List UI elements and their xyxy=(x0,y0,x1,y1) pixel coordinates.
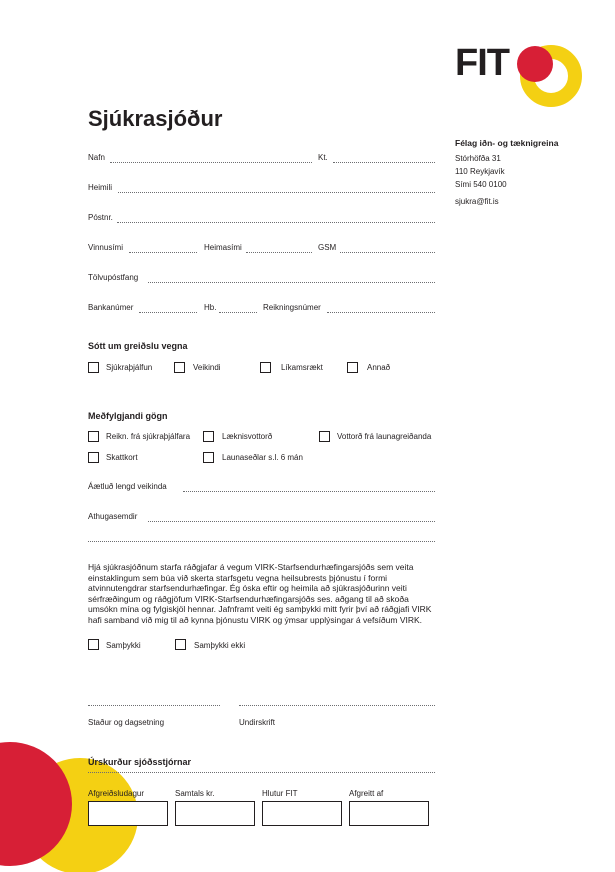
box-afgreitt-af[interactable] xyxy=(349,801,429,826)
checkbox-sampykki-ekki[interactable] xyxy=(175,639,186,650)
fit-logo xyxy=(455,40,585,110)
board-divider xyxy=(88,772,435,773)
field-signature[interactable] xyxy=(239,705,435,706)
label-nafn: Nafn xyxy=(88,153,105,162)
label-skattkort: Skattkort xyxy=(106,453,138,462)
field-heimasimi[interactable] xyxy=(246,252,312,253)
logo-text: FIT xyxy=(455,42,509,84)
label-annad: Annað xyxy=(367,363,391,372)
field-place-date[interactable] xyxy=(88,705,220,706)
label-signature: Undirskrift xyxy=(239,718,276,727)
label-place-date: Staður og dagsetning xyxy=(88,718,165,727)
label-sampykki-ekki: Samþykki ekki xyxy=(194,641,246,650)
contact-street: Stórhöfða 31 xyxy=(455,154,501,163)
label-veikindi: Veikindi xyxy=(193,363,221,372)
field-vinnusimi[interactable] xyxy=(129,252,197,253)
logo-rings-icon xyxy=(513,42,585,110)
label-reikn: Reikn. frá sjúkraþjálfara xyxy=(106,432,191,441)
label-afgreidsludagur: Afgreiðsludagur xyxy=(88,789,145,798)
label-reikningsnumer: Reikningsnúmer xyxy=(263,303,321,312)
contact-block xyxy=(455,138,558,206)
checkbox-sampykki[interactable] xyxy=(88,639,99,650)
label-sampykki: Samþykki xyxy=(106,641,141,650)
field-bankanumer[interactable] xyxy=(139,312,197,313)
contact-email: sjukra@fit.is xyxy=(455,197,499,206)
checkbox-annad[interactable] xyxy=(347,362,358,373)
box-afgreidsludagur[interactable] xyxy=(88,801,168,826)
label-likamsraekt: Líkamsrækt xyxy=(281,363,323,372)
contact-phone: Sími 540 0100 xyxy=(455,180,507,189)
label-vottord: Vottorð frá launagreiðanda xyxy=(337,432,432,441)
box-hlutur-fit[interactable] xyxy=(262,801,342,826)
checkbox-vottord[interactable] xyxy=(319,431,330,442)
label-aetlud: Áætluð lengd veikinda xyxy=(88,482,167,491)
label-bankanumer: Bankanúmer xyxy=(88,303,134,312)
field-nafn[interactable] xyxy=(110,162,312,163)
checkbox-laeknisvottord[interactable] xyxy=(203,431,214,442)
checkbox-likamsraekt[interactable] xyxy=(260,362,271,373)
field-aetlud[interactable] xyxy=(183,491,435,492)
section-grant-heading: Sótt um greiðslu vegna xyxy=(88,341,188,351)
page-title: Sjúkrasjóður xyxy=(88,106,223,131)
label-gsm: GSM xyxy=(318,243,337,252)
section-attach-heading: Meðfylgjandi gögn xyxy=(88,411,168,421)
checkbox-veikindi[interactable] xyxy=(174,362,185,373)
field-kt[interactable] xyxy=(333,162,435,163)
checkbox-launasedlar[interactable] xyxy=(203,452,214,463)
label-sjukrathjalfun: Sjúkraþjálfun xyxy=(106,363,153,372)
label-samtals: Samtals kr. xyxy=(175,789,215,798)
label-hb: Hb. xyxy=(204,303,217,312)
board-heading: Úrskurður sjóðsstjórnar xyxy=(88,757,192,767)
field-athugasemdir-line2[interactable] xyxy=(88,541,435,542)
label-heimili: Heimili xyxy=(88,183,112,192)
label-heimasimi: Heimasími xyxy=(204,243,242,252)
checkbox-skattkort[interactable] xyxy=(88,452,99,463)
label-hlutur-fit: Hlutur FIT xyxy=(262,789,298,798)
label-afgreitt-af: Afgreitt af xyxy=(349,789,384,798)
field-gsm[interactable] xyxy=(340,252,435,253)
checkbox-reikn[interactable] xyxy=(88,431,99,442)
contact-org: Félag iðn- og tæknigreina xyxy=(455,138,559,148)
label-athugasemdir: Athugasemdir xyxy=(88,512,138,521)
label-postnr: Póstnr. xyxy=(88,213,113,222)
label-tolvupostfang: Tölvupóstfang xyxy=(88,273,139,282)
box-samtals[interactable] xyxy=(175,801,255,826)
label-laeknisvottord: Læknisvottorð xyxy=(222,432,273,441)
label-vinnusimi: Vinnusími xyxy=(88,243,123,252)
field-heimili[interactable] xyxy=(118,192,435,193)
contact-city: 110 Reykjavík xyxy=(455,167,505,176)
label-kt: Kt. xyxy=(318,153,328,162)
field-postnr[interactable] xyxy=(117,222,435,223)
virk-paragraph: Hjá sjúkrasjóðnum starfa ráðgjafar á vegum VIRK-Starfsendurhæfingarsjóðs sem veita einstaklingum sem búa við skerta starfsgetu vegna heilsubrests þjónustu í formi atvinnutengdrar starfsendurhæfingar. Ég óska eftir og heimila að sjúkrasjóðurinn veiti sérfræðingum og ráðgjöfum VIRK-Starfsendurhæfingarsjóðs ses. aðgang til að skoða umsókn mína og fylgiskjöl hennar. Jafnframt veiti ég samþykki mitt fyrir því að ráðgjafi VIRK hafi samband við mig til að kynna þjónustu VIRK og ýmsar upplýsingar á vefsíðum VIRK. xyxy=(88,562,432,625)
label-launasedlar: Launaseðlar s.l. 6 mán xyxy=(222,453,303,462)
field-athugasemdir[interactable] xyxy=(148,521,435,522)
checkbox-sjukrathjalfun[interactable] xyxy=(88,362,99,373)
field-reikningsnumer[interactable] xyxy=(327,312,435,313)
field-hb[interactable] xyxy=(219,312,257,313)
field-tolvupostfang[interactable] xyxy=(148,282,435,283)
